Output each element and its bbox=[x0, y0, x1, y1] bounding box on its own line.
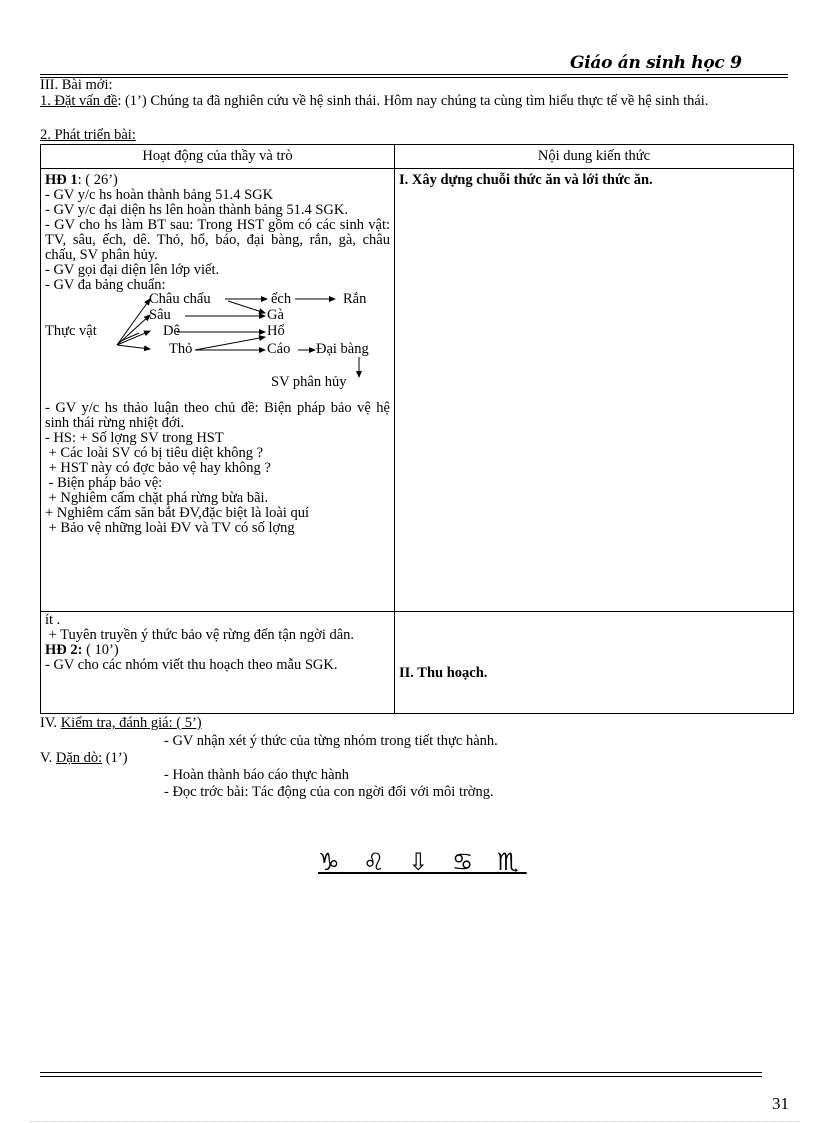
activity-cell-1 bbox=[41, 169, 395, 612]
content-cell-1 bbox=[395, 169, 794, 612]
hd2-label: HĐ 2: bbox=[45, 642, 83, 658]
item-1-label: 1. Đặt vấn đề bbox=[40, 93, 118, 109]
node-ran: Rắn bbox=[343, 291, 367, 307]
activity-line: - GV y/c hs hoàn thành bảng 51.4 SGK bbox=[45, 187, 274, 203]
item-1-text: : (1’) Chúng ta đã nghiên cứu về hệ sinh thái. Hôm nay chúng ta cùng tìm hiểu thực tế về hệ sinh thái. bbox=[117, 93, 709, 109]
section-3-title: III. Bài mới: bbox=[40, 77, 113, 93]
node-sv-phan-huy: SV phân hủy bbox=[271, 374, 347, 390]
section-4-label: Kiểm tra, đánh giá: bbox=[60, 715, 173, 731]
item-1 bbox=[40, 94, 785, 109]
content-cell-2 bbox=[395, 612, 794, 714]
activity-line: + Các loài SV có bị tiêu diệt không ? bbox=[45, 445, 264, 461]
section-5-num: V. bbox=[40, 750, 56, 766]
activity-line: + HST này có đợc bảo vệ hay không ? bbox=[45, 460, 271, 476]
col2-header: Nội dung kiến thức bbox=[395, 145, 794, 169]
activity-line: - GV đa bảng chuẩn: bbox=[45, 277, 166, 293]
activity-line: + Nghiêm cấm săn bắt ĐV,đặc biệt là loài quí bbox=[45, 505, 310, 521]
activity-line: - GV cho các nhóm viết thu hoạch theo mẫu SGK. bbox=[45, 657, 338, 673]
activity-line: - Biện pháp bảo vệ: bbox=[45, 475, 163, 491]
page-edge bbox=[30, 1121, 800, 1122]
activity-line: - GV y/c đại diện hs lên hoàn thành bảng 51.4 SGK. bbox=[45, 202, 348, 218]
footer-rule-2 bbox=[40, 1076, 762, 1077]
node-de: Dê bbox=[163, 323, 180, 339]
activity-line: + Nghiêm cấm chặt phá rừng bừa bãi. bbox=[45, 490, 269, 506]
activity-line: - GV cho hs làm BT sau: Trong HST gồm có các sinh vật: TV, sâu, ếch, dê. Thỏ, hổ, báo, đại bàng, rắn, gà, châu chấu, SV phân hủy. bbox=[45, 217, 390, 263]
activity-line: + Tuyên truyền ý thức bảo vệ rừng đến tận ngời dân. bbox=[45, 627, 355, 643]
section-5 bbox=[40, 751, 128, 766]
food-web-diagram bbox=[45, 293, 390, 401]
item-2: 2. Phát triển bài: bbox=[40, 127, 136, 143]
header-title: Giáo án sinh học 9 bbox=[570, 53, 742, 73]
node-ga: Gà bbox=[267, 307, 284, 323]
node-ho: Hổ bbox=[267, 323, 285, 339]
section-4-line: - GV nhận xét ý thức của từng nhóm trong tiết thực hành. bbox=[164, 733, 498, 749]
section-4 bbox=[40, 716, 202, 731]
section-4-time: ( 5’) bbox=[172, 715, 202, 731]
header-rule bbox=[40, 74, 788, 75]
section-5-label: Dặn dò: bbox=[55, 750, 103, 766]
hd1-time: : ( 26’) bbox=[77, 172, 118, 188]
content-heading-2: II. Thu hoạch. bbox=[399, 665, 488, 681]
section-5-line-2: - Đọc trớc bài: Tác động của con ngời đối với môi trờng. bbox=[164, 784, 494, 800]
decorative-symbols: ♑ ♌ ⇩ ♋ ♏ bbox=[318, 848, 527, 876]
activity-line: - GV y/c hs thảo luận theo chủ đề: Biện pháp bảo vệ hệ sinh thái rừng nhiệt đới. bbox=[45, 400, 390, 431]
hd1-label: HĐ 1 bbox=[45, 172, 78, 188]
activity-line: + Bảo vệ những loài ĐV và TV có số lợng bbox=[45, 520, 295, 536]
node-tho: Thỏ bbox=[169, 341, 193, 357]
activity-line: ít . bbox=[45, 612, 61, 628]
activity-cell-2 bbox=[41, 612, 395, 714]
node-thuc-vat: Thực vật bbox=[45, 323, 97, 339]
lesson-table bbox=[40, 144, 794, 714]
hd2-time: ( 10’) bbox=[82, 642, 119, 658]
content-heading-1: I. Xây dựng chuỗi thức ăn và lới thức ăn. bbox=[399, 172, 653, 188]
footer-rule bbox=[40, 1072, 762, 1073]
node-cao: Cáo bbox=[267, 341, 291, 357]
col1-header: Hoạt động của thầy và trò bbox=[41, 145, 395, 169]
node-chau-chau: Châu chấu bbox=[149, 291, 211, 307]
section-5-time: (1’) bbox=[102, 750, 128, 766]
node-sau: Sâu bbox=[149, 307, 171, 323]
header-rule-2 bbox=[40, 77, 788, 78]
activity-line: - GV gọi đại diện lên lớp viết. bbox=[45, 262, 220, 278]
section-4-num: IV. bbox=[40, 715, 61, 731]
activity-line: - HS: + Số lợng SV trong HST bbox=[45, 430, 224, 446]
page-number: 31 bbox=[772, 1094, 789, 1113]
section-5-line-1: - Hoàn thành báo cáo thực hành bbox=[164, 767, 350, 783]
node-ech: ếch bbox=[271, 291, 292, 307]
node-dai-bang: Đại bàng bbox=[316, 341, 369, 357]
